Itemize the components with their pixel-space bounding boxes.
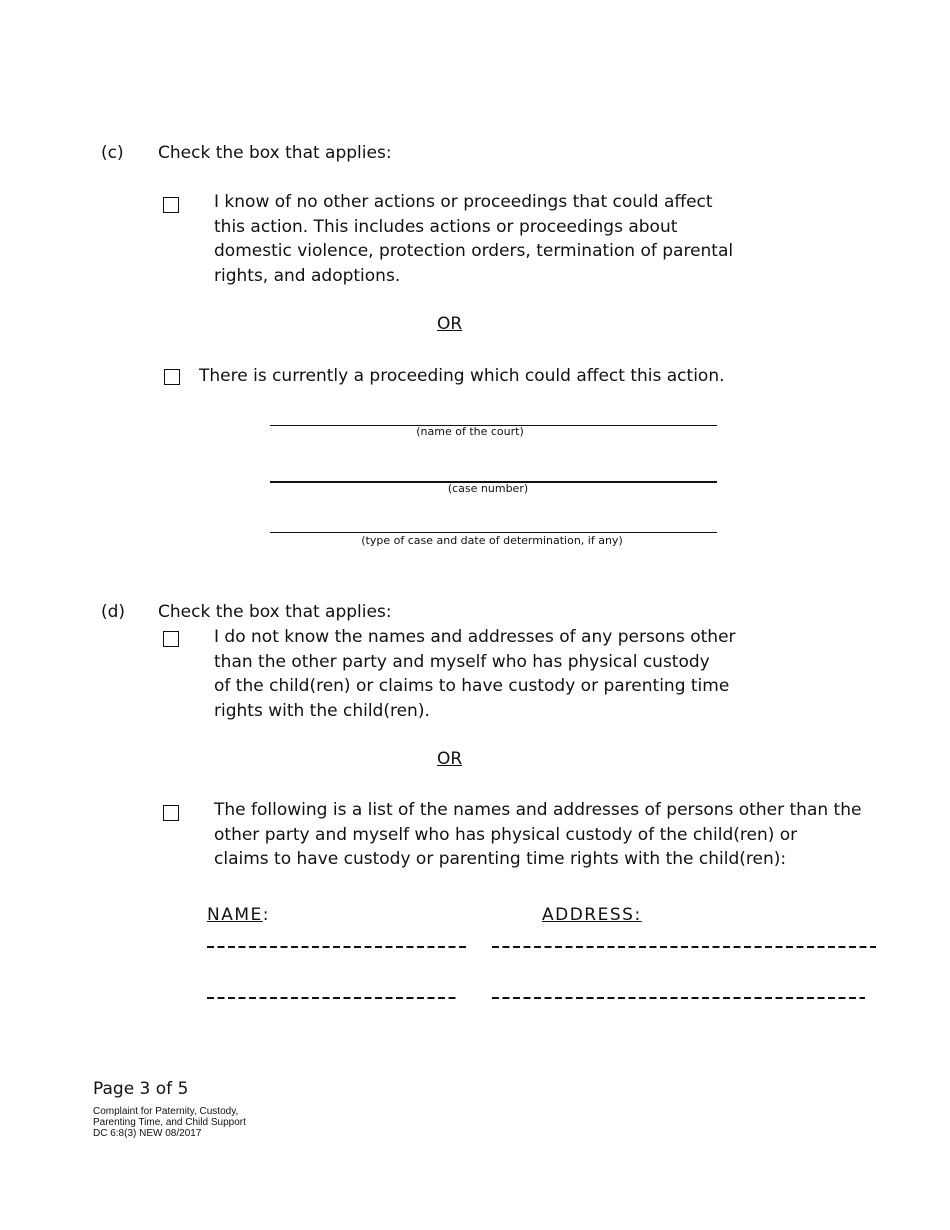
section-d-option2-text [214,798,861,872]
section-d-option1-checkbox[interactable] [163,631,179,647]
section-c-option1-line: rights, and adoptions. [214,265,401,286]
form-info-line: Complaint for Paternity, Custody, [93,1106,239,1117]
section-d-option1-line: I do not know the names and addresses of any persons other [214,627,736,647]
section-d-option2-line: claims to have custody or parenting time rights with the child(ren): [214,849,787,869]
court-name-caption: (name of the court) [416,425,524,438]
section-c-or: OR [437,314,463,334]
section-d-option2-checkbox[interactable] [163,805,179,821]
section-d-option2-line: The following is a list of the names and addresses of persons other than the [214,800,862,820]
section-d-option1-line: of the child(ren) or claims to have custody or parenting time [214,676,730,696]
section-d-option2-line: other party and myself who has physical custody of the child(ren) or [214,824,798,845]
address-entry-line-2[interactable] [492,997,865,999]
form-info-line: DC 6:8(3) NEW 08/2017 [93,1128,202,1139]
section-d-heading: Check the box that applies: [158,602,392,622]
name-label-colon: : [262,905,270,925]
section-c-heading: Check the box that applies: [158,143,392,163]
address-column-label: ADDRESS: [542,905,642,925]
form-info-line: Parenting Time, and Child Support [93,1117,246,1128]
section-c-letter: (c) [101,143,124,163]
section-c-option2-checkbox[interactable] [164,369,180,385]
name-entry-line-2[interactable] [207,997,456,999]
case-type-line[interactable] [270,532,717,533]
form-info [93,1106,246,1139]
section-d-or: OR [437,749,463,769]
name-label-text: NAME [207,905,263,925]
name-entry-line-1[interactable] [207,946,466,948]
address-entry-line-1[interactable] [492,946,876,948]
page-number: Page 3 of 5 [93,1079,189,1099]
section-c-option1-line: I know of no other actions or proceedings that could affect [214,192,713,212]
section-d-option1-text [214,625,736,723]
section-c-option1-text [214,190,733,288]
name-column-label [207,905,270,925]
section-d-option1-line: rights with the child(ren). [214,700,430,721]
section-c-option1-checkbox[interactable] [163,197,179,213]
case-type-caption: (type of case and date of determination, if any) [361,534,623,547]
section-c-option1-line: domestic violence, protection orders, termination of parental [214,241,734,261]
section-c-option2-text: There is currently a proceeding which could affect this action. [199,366,725,386]
section-d-option1-line: than the other party and myself who has physical custody [214,651,710,672]
section-d-letter: (d) [101,602,126,622]
section-c-option1-line: this action. This includes actions or proceedings about [214,216,678,237]
case-number-caption: (case number) [447,482,529,495]
